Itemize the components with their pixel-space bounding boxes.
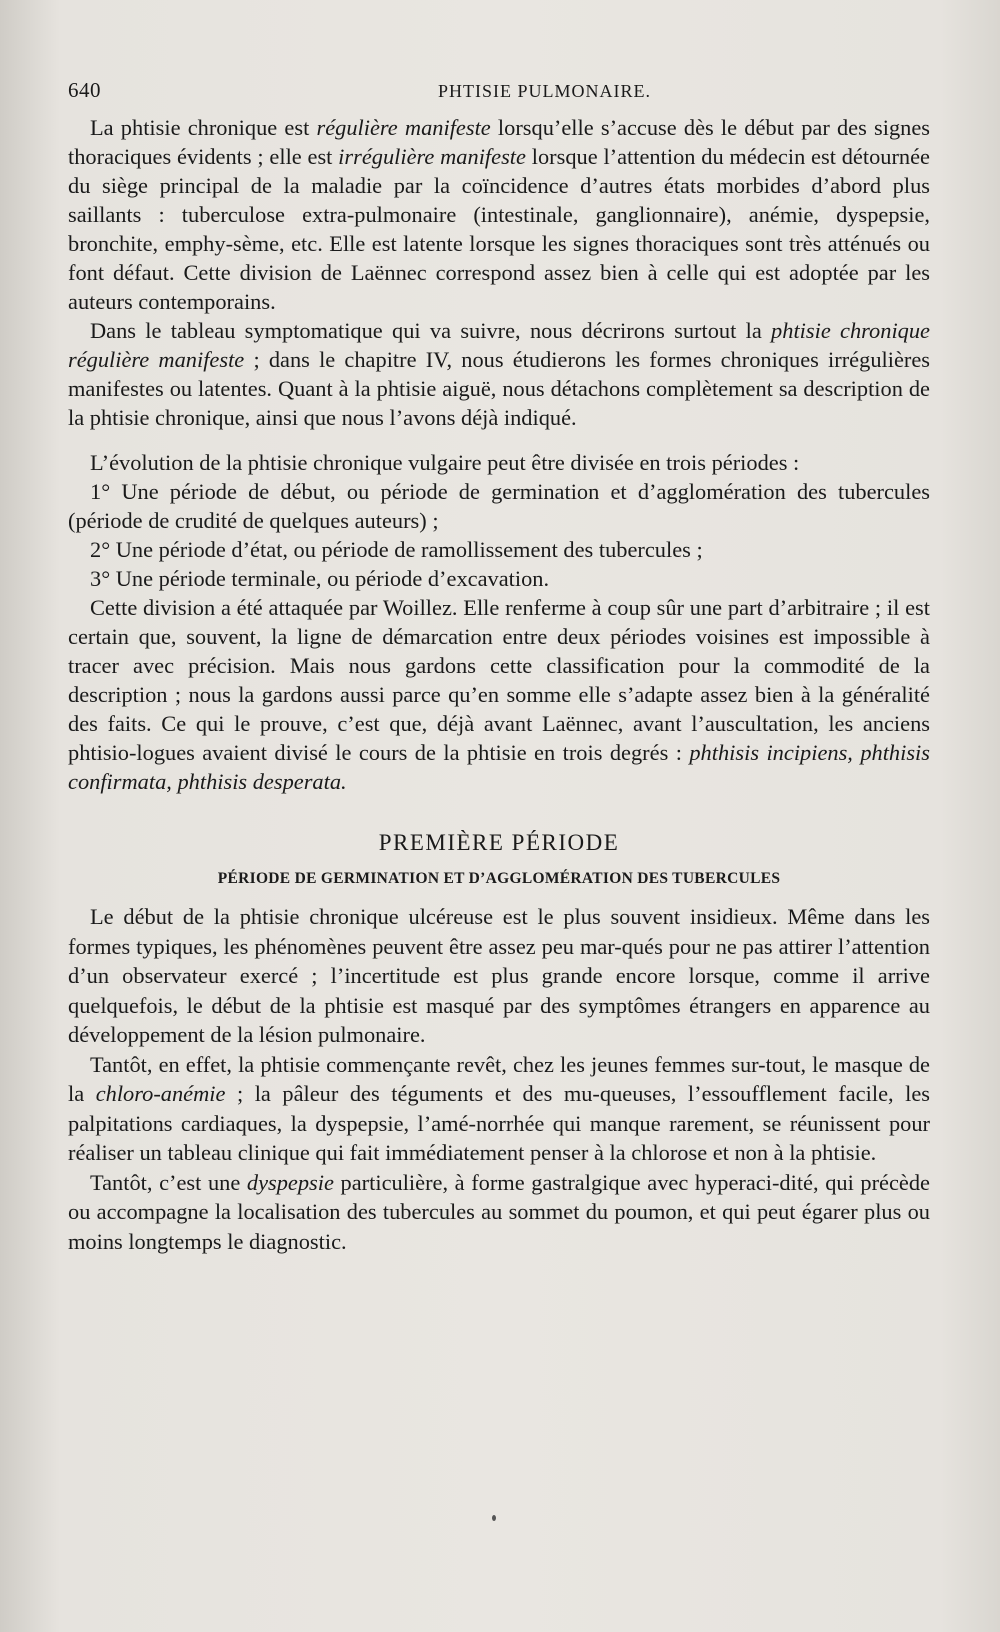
section-title: PREMIÈRE PÉRIODE <box>378 830 620 855</box>
intro-text <box>68 113 930 796</box>
italic-term: dyspepsie <box>246 1169 334 1195</box>
running-title: PHTISIE PULMONAIRE. <box>438 81 652 101</box>
text-run: Tantôt, en effet, la phtisie commençante revêt, chez les jeunes femmes sur-tout, le masque de la <box>68 1051 930 1106</box>
section-subtitle: PÉRIODE DE GERMINATION ET D’AGGLOMÉRATION DES TUBERCULES <box>217 870 781 887</box>
paragraph-debut: Le début de la phtisie chronique ulcéreuse est le plus souvent insidieux. Même dans les formes typiques, les phénomènes peuvent être assez peu mar-qués pour ne pas attirer l’attention d’un observateur exercé ; l’incertitude est plus grande encore lorsque, comme il arrive quelquefois, le début de la phtisie est masqué par des symptômes étrangers en apparence au développement de la lésion pulmonaire. <box>68 904 930 1047</box>
italic-term: irrégulière manifeste <box>338 144 526 169</box>
text-run: La phtisie chronique est <box>90 115 317 140</box>
paragraph-tableau <box>68 316 930 432</box>
italic-term: phtisie chronique régulière manifeste <box>68 318 930 372</box>
text-run: lorsque l’attention du médecin est détournée du siège principal de la maladie par la coïncidence d’autres états morbides d’abord plus saillants : tuberculose extra-pulmonaire (intestinale, ganglionnaire), anémie, dyspepsie, bronchite, emphy-sème, etc. Elle est latente lorsque les signes thoraciques sont très atténués ou font défaut. Cette division de Laënnec correspond assez bien à celle qui est adoptée par les auteurs contemporains. <box>68 144 930 314</box>
italic-term: régulière manifeste <box>316 115 491 140</box>
list-item-period-3: 3° Une période terminale, ou période d’excavation. <box>90 566 550 591</box>
text-run: Tantôt, c’est une <box>90 1169 247 1195</box>
text-run: lorsqu’elle s’accuse dès le début par des signes thoraciques évidents ; elle est <box>68 115 930 169</box>
page-number: 640 <box>68 78 101 102</box>
text-run: particulière, à forme gastralgique avec hyperaci-dité, qui précède ou accompagne la localisation des tubercules au sommet du poumon, et qui peut égarer plus ou moins longtemps le diagnostic. <box>68 1169 930 1254</box>
running-head <box>68 78 930 103</box>
list-item-period-1: 1° Une période de début, ou période de germination et d’agglomération des tubercules (période de crudité de quelques auteurs) ; <box>68 479 930 533</box>
text-run: Cette division a été attaquée par Woillez. Elle renferme à coup sûr une part d’arbitraire ; il est certain que, souvent, la ligne de démarcation entre deux périodes voisines est impossible à tracer avec précision. Mais nous gardons cette classification pour la commodité de la description ; nous la gardons aussi parce qu’en somme elle s’adapte assez bien à la généralité des faits. Ce qui le prouve, c’est que, déjà avant Laënnec, avant l’auscultation, les anciens phtisio-logues avaient divisé le cours de la phtisie en trois degrés : <box>68 595 930 765</box>
paragraph-dyspepsie <box>68 1168 930 1257</box>
paragraph-classification <box>68 113 930 316</box>
ink-speck <box>492 1515 496 1521</box>
list-item-period-2: 2° Une période d’état, ou période de ramollissement des tubercules ; <box>90 537 703 562</box>
paragraph-woillez <box>68 593 930 796</box>
italic-term: phthisis incipiens, phthisis confirmata, phthisis desperata. <box>68 740 930 794</box>
paragraph-gap <box>68 432 930 448</box>
paragraph-chloro-anemie <box>68 1050 930 1168</box>
paragraph-evolution: L’évolution de la phtisie chronique vulgaire peut être divisée en trois périodes : <box>90 450 800 475</box>
section-text <box>68 902 930 1256</box>
italic-term: chloro-anémie <box>95 1081 226 1106</box>
text-run: Dans le tableau symptomatique qui va suivre, nous décrirons surtout la <box>90 318 772 343</box>
text-run: ; la pâleur des téguments et des mu-queuses, l’essoufflement facile, les palpitations cardiaques, la dyspepsie, l’amé-norrhée qui manque rarement, se réunissent pour réaliser un tableau clinique qui fait immédiatement penser à la chlorose et non à la phtisie. <box>68 1081 930 1165</box>
text-run: ; dans le chapitre IV, nous étudierons les formes chroniques irrégulières manifestes ou latentes. Quant à la phtisie aiguë, nous détachons complètement sa description de la phtisie chronique, ainsi que nous l’avons déjà indiqué. <box>68 347 930 430</box>
